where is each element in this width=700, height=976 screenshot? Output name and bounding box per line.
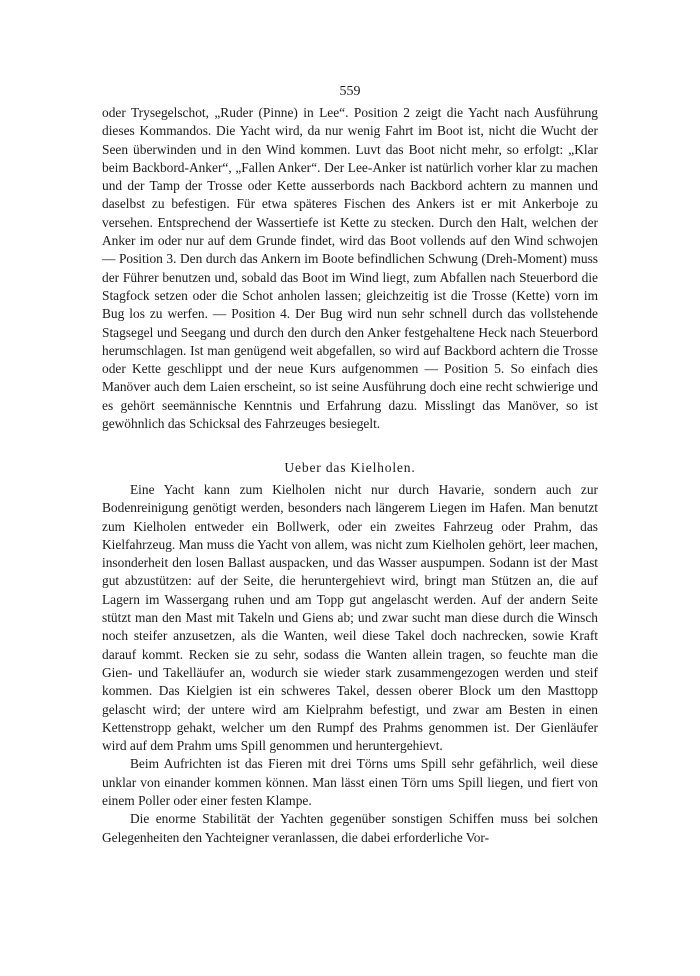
section-paragraph: Die enorme Stabilität der Yachten gegenüber sonstigen Schiffen muss bei solchen Gelegenheiten den Yachteigner veranlassen, die dabei erforderliche Vor- xyxy=(102,811,598,845)
section-paragraph: Beim Aufrichten ist das Fieren mit drei Törns ums Spill sehr gefährlich, weil diese unklar von einander kommen können. Man lässt einen Törn ums Spill liegen, und fiert von einem Poller oder einer festen Klampe. xyxy=(102,756,598,809)
section-paragraph: Eine Yacht kann zum Kielholen nicht nur durch Havarie, sondern auch zur Bodenreinigung genötigt werden, besonders nach längerem Liegen im Hafen. Man benutzt zum Kielholen entweder ein Bollwerk, oder ein zweites Fahrzeug oder Prahm, das Kielfahrzeug. Man muss die Yacht von allem, was nicht zum Kielholen gehört, leer machen, insonderheit den losen Ballast auspacken, und das Wasser auspumpen. Sodann ist der Mast gut abzustützen: auf der Seite, die heruntergehievt wird, bringt man Stützen an, die auf Lagern im Wassergang ruhen und am Topp gut angelascht werden. Auf der andern Seite stützt man den Mast mit Takeln und Giens ab; und zwar sucht man diese durch die Winsch noch steifer anzusetzen, als die Wanten, weil diese Takel doch nachrecken, sowie Kraft darauf kommt. Recken sie zu sehr, sodass die Wanten allein tragen, so feuchte man die Gien- und Takelläufer an, wodurch sie wieder stark zusammengezogen werden und steif kommen. Das Kielgien ist ein schweres Takel, dessen oberer Block um den Masttopp gelascht wird; der untere wird am Kielprahm befestigt, und zwar am Besten in einen Kettenstropp gehakt, welcher um den Rumpf des Prahms genommen ist. Der Gienläufer wird auf dem Prahm ums Spill genommen und heruntergehievt. xyxy=(102,482,598,754)
section-text-block xyxy=(102,481,598,847)
section-heading: Ueber das Kielholen. xyxy=(284,460,416,475)
intro-paragraph: oder Trysegelschot, „Ruder (Pinne) in Lee“. Position 2 zeigt die Yacht nach Ausführung dieses Kommandos. Die Yacht wird, da nur wenig Fahrt im Boot ist, nicht die Wucht der Seen überwinden und in den Wind kommen. Luvt das Boot nicht mehr, so erfolgt: „Klar beim Backbord-Anker“, „Fallen Anker“. Der Lee-Anker ist natürlich vorher klar zu machen und der Tamp der Trosse oder Kette ausserbords nach Backbord achtern zu mannen und daselbst zu befestigen. Für etwa späteres Fischen des Ankers ist er mit Ankerboje zu versehen. Entsprechend der Wassertiefe ist Kette zu stecken. Durch den Halt, welchen der Anker im oder nur auf dem Grunde findet, wird das Boot vollends auf den Wind schwojen — Position 3. Den durch das Ankern im Boote befindlichen Schwung (Dreh-Moment) muss der Führer benutzen und, sobald das Boot im Wind liegt, zum Abfallen nach Steuerbord die Stagfock setzen oder die Schot anholen lassen; gleichzeitig ist die Trosse (Kette) vorn im Bug los zu werfen. — Position 4. Der Bug wird nun sehr schnell durch das vollstehende Stagsegel und Seegang und durch den durch den Anker festgehaltene Heck nach Steuerbord herumschlagen. Ist man genügend weit abgefallen, so wird auf Backbord achtern die Trosse oder Kette geschlippt und der neue Kurs aufgenommen — Position 5. So einfach dies Manöver auch dem Laien erscheint, so ist seine Ausführung doch eine recht schwierige und es gehört seemännische Kenntnis und Erfahrung dazu. Misslingt das Manöver, so ist gewöhnlich das Schicksal des Fahrzeuges besiegelt. xyxy=(102,105,598,432)
intro-text-block xyxy=(102,104,598,433)
page-number: 559 xyxy=(339,84,361,99)
